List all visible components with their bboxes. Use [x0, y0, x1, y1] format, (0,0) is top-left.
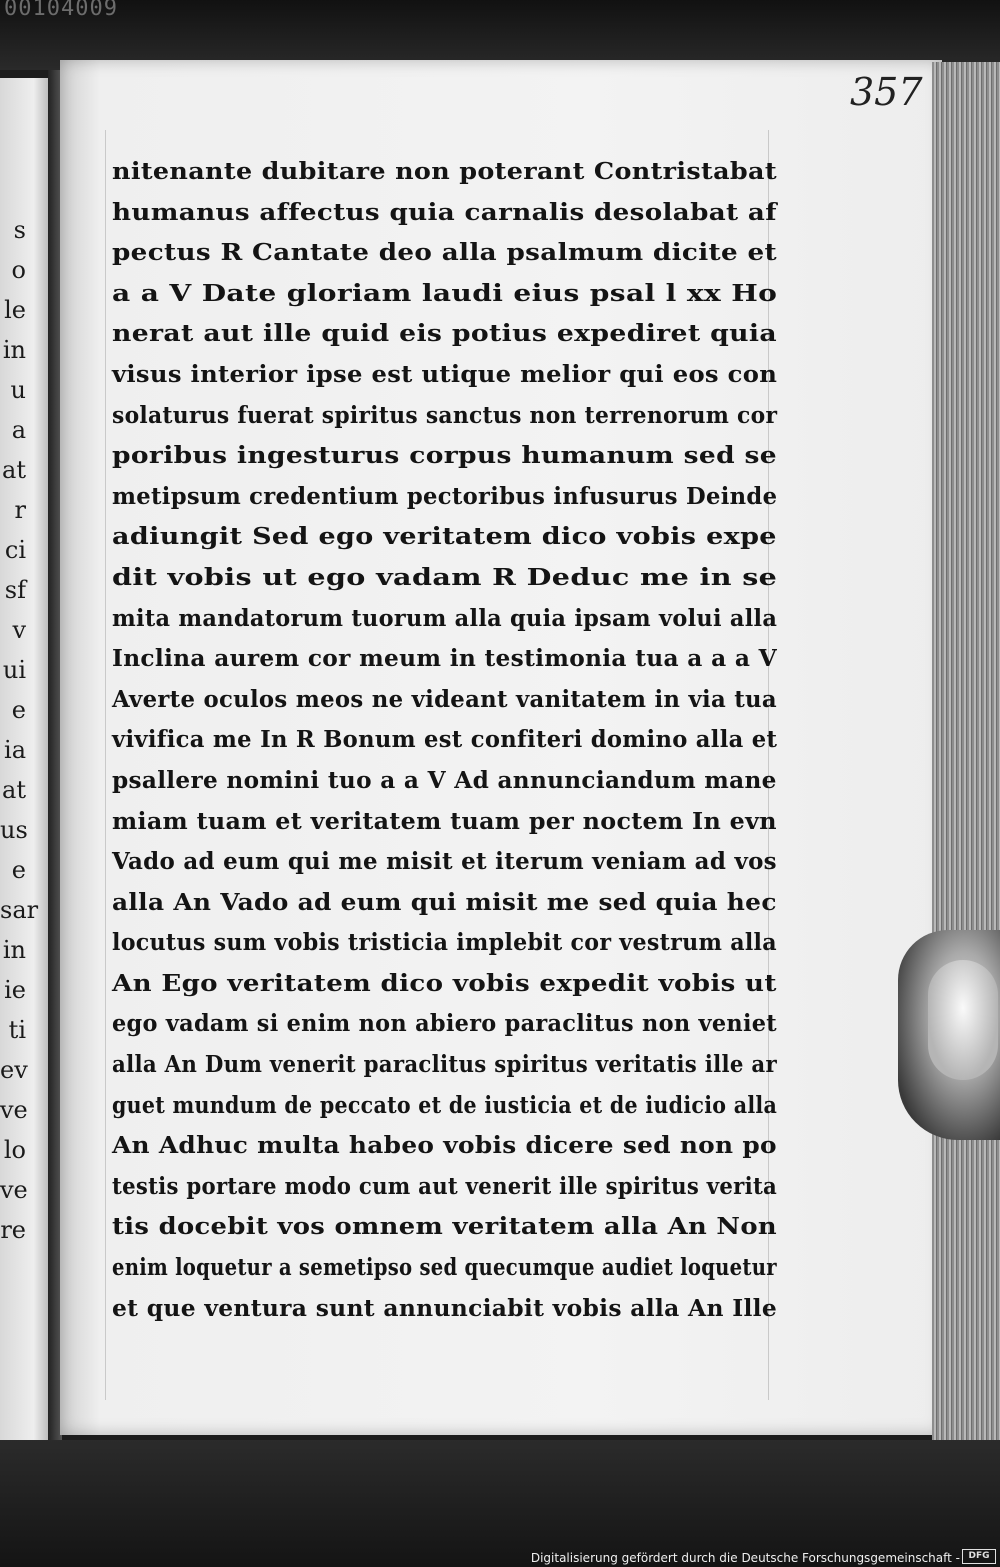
text-line [112, 436, 792, 477]
left-page-fragment: sf [4, 576, 26, 604]
text-line [112, 1248, 792, 1289]
left-page-fragment: s [13, 216, 26, 244]
text-line-content: Vado ad eum qui me misit et iterum veniam ad vos [112, 848, 777, 876]
dfg-logo: DFG [962, 1549, 996, 1564]
left-page-fragment: v [12, 616, 26, 644]
text-line-content: vivifica me In R Bonum est confiteri domino alla et [112, 726, 778, 754]
text-line [112, 1289, 792, 1330]
text-line-content: Averte oculos meos ne videant vanitatem in via tua [112, 685, 777, 713]
text-line-content: alla An Vado ad eum qui misit me sed quia hec [112, 888, 777, 916]
left-page-fragment: a [11, 416, 26, 444]
text-line [112, 233, 792, 274]
text-line [112, 599, 792, 640]
left-page-fragment: in [2, 336, 26, 364]
text-line [112, 883, 792, 924]
text-line-content: visus interior ipse est utique melior qui eos con [112, 360, 778, 388]
left-page-fragment: in [2, 936, 26, 964]
text-line [112, 1045, 792, 1086]
fore-edge [932, 62, 1000, 1442]
text-line [112, 1004, 792, 1045]
left-page-fragment: ci [4, 536, 26, 564]
archive-id: 00104009 [4, 0, 118, 21]
text-line [112, 1126, 792, 1167]
text-line [112, 680, 792, 721]
text-line-content: enim loquetur a semetipso sed quecumque audiet loquetur [112, 1254, 777, 1282]
text-line-content: mita mandatorum tuorum alla quia ipsam volui alla [112, 604, 778, 632]
text-line-content: poribus ingesturus corpus humanum sed se [112, 442, 778, 470]
text-line-content: An Adhuc multa habeo vobis dicere sed non po [112, 1132, 777, 1160]
bottom-frame [0, 1440, 1000, 1567]
text-line-content: testis portare modo cum aut venerit ille spiritus verita [112, 1172, 778, 1200]
text-line-content: guet mundum de peccato et de iusticia et de iudicio alla [112, 1091, 778, 1119]
left-page-fragment: ve [0, 1176, 28, 1204]
text-line [112, 152, 792, 193]
text-line [112, 314, 792, 355]
text-line-content: nitenante dubitare non poterant Contristabat [112, 158, 777, 185]
ruling-line-left [105, 130, 106, 1400]
text-line-content: tis docebit vos omnem veritatem alla An Non [112, 1213, 778, 1241]
text-line-content: dit vobis ut ego vadam R Deduc me in se [112, 563, 778, 591]
text-line-content: miam tuam et veritatem tuam per noctem In evn [112, 807, 777, 835]
left-page-fragment: u [10, 376, 26, 404]
text-line [112, 274, 792, 315]
text-line [112, 720, 792, 761]
left-page-fragment: e [11, 696, 26, 724]
left-page-fragment: re [0, 1216, 26, 1244]
footer-credit: Digitalisierung gefördert durch die Deutsche Forschungsgemeinschaft - [530, 1551, 960, 1565]
text-line [112, 1207, 792, 1248]
text-line-content: alla An Dum venerit paraclitus spiritus veritatis ille ar [112, 1051, 777, 1079]
text-line-content: metipsum credentium pectoribus infusurus Deinde [112, 482, 778, 510]
text-line-content: humanus affectus quia carnalis desolabat af [112, 198, 777, 226]
thumb-nail [928, 960, 998, 1080]
text-line [112, 517, 792, 558]
text-line [112, 1167, 792, 1208]
text-line [112, 842, 792, 883]
left-page-fragment: lo [3, 1136, 26, 1164]
left-page-fragment: ve [0, 1096, 28, 1124]
left-page-fragment: ti [8, 1016, 26, 1044]
text-line [112, 1086, 792, 1127]
text-line [112, 477, 792, 518]
text-line [112, 639, 792, 680]
left-page-fragment: r [14, 496, 26, 524]
text-line-content: et que ventura sunt annunciabit vobis alla An Ille [112, 1294, 778, 1322]
text-line [112, 558, 792, 599]
text-line-content: pectus R Cantate deo alla psalmum dicite et [112, 239, 777, 267]
left-page-edge [0, 78, 51, 1440]
left-page-fragment: us [0, 816, 28, 844]
text-line [112, 355, 792, 396]
folio-number: 357 [850, 70, 923, 114]
text-line-content: ego vadam si enim non abiero paraclitus non veniet [112, 1010, 777, 1038]
text-line [112, 964, 792, 1005]
left-page-fragment: at [2, 776, 26, 804]
left-page-fragment: ev [0, 1056, 28, 1084]
text-line-content: nerat aut ille quid eis potius expediret quia [112, 320, 777, 348]
left-page-fragment: sar [0, 896, 39, 924]
left-page-fragment: le [4, 296, 26, 324]
left-page-fragment: at [2, 456, 26, 484]
text-line [112, 923, 792, 964]
text-line-content: An Ego veritatem dico vobis expedit vobis ut [112, 969, 777, 997]
text-line [112, 396, 792, 437]
text-line [112, 193, 792, 234]
manuscript-text-block [112, 152, 792, 1329]
text-line-content: locutus sum vobis tristicia implebit cor vestrum alla [112, 929, 777, 957]
left-page-fragment: e [11, 856, 26, 884]
left-page-fragment: ie [4, 976, 26, 1004]
left-page-fragment: o [11, 256, 26, 284]
text-line-content: Inclina aurem cor meum in testimonia tua a a a V [112, 645, 778, 673]
text-line-content: solaturus fuerat spiritus sanctus non terrenorum cor [112, 401, 778, 429]
left-page-fragment: ia [4, 736, 26, 764]
text-line-content: adiungit Sed ego veritatem dico vobis expe [112, 523, 777, 551]
text-line-content: psallere nomini tuo a a V Ad annunciandum mane [112, 766, 777, 794]
text-line-content: a a V Date gloriam laudi eius psal l xx Ho [112, 279, 778, 307]
text-line [112, 802, 792, 843]
text-line [112, 761, 792, 802]
left-page-fragment: ui [2, 656, 26, 684]
